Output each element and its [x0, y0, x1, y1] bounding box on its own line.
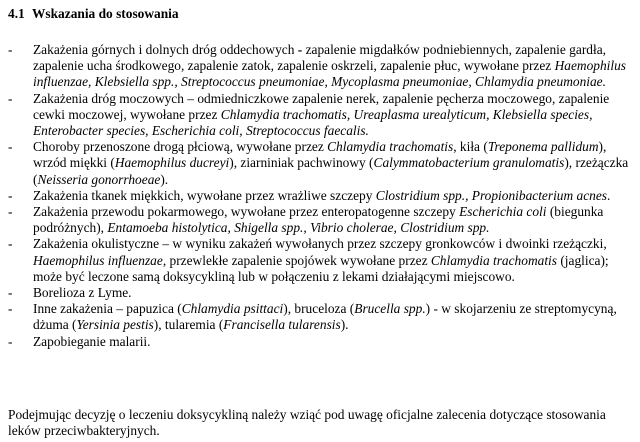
- organism-name: Calymmatobacterium granulomatis: [373, 155, 565, 171]
- text-run: .: [607, 187, 611, 203]
- text-run: ).: [160, 171, 169, 187]
- indication-item: [8, 188, 634, 204]
- indication-item: [8, 301, 634, 333]
- text-run: ), rzeżączka (: [33, 155, 629, 187]
- text-run: (biegunka podróżnych),: [33, 204, 604, 236]
- text-run: Borelioza z Lyme.: [33, 285, 132, 301]
- indication-text: [33, 285, 634, 301]
- organism-name: Yersinia pestis: [76, 317, 154, 333]
- organism-name: Haemophilus influenzae: [33, 252, 163, 268]
- text-run: ), tularemia (: [153, 317, 224, 333]
- indication-item: [8, 42, 634, 91]
- organism-name: Entamoeba histolytica, Shigella spp., Vibrio cholerae, Clostridium spp.: [107, 220, 490, 236]
- text-run: ), ziarniniak pachwinowy (: [229, 155, 374, 171]
- section-title: Wskazania do stosowania: [32, 6, 179, 21]
- indication-item: [8, 334, 634, 350]
- organism-name: Escherichia coli: [459, 204, 547, 220]
- organism-name: Chlamydia psittaci: [181, 301, 284, 317]
- list-dash: -: [8, 42, 13, 57]
- list-dash: -: [8, 90, 13, 106]
- indication-text: [33, 236, 634, 285]
- list-dash: -: [8, 285, 13, 301]
- list-dash: -: [8, 236, 13, 252]
- text-run: ).: [340, 317, 349, 333]
- section-heading: [8, 6, 179, 22]
- organism-name: Neisseria gonorrhoeae: [37, 171, 161, 187]
- indication-text: [33, 188, 634, 204]
- text-run: -: [297, 42, 303, 57]
- organism-name: Francisella tularensis: [223, 317, 341, 333]
- text-run: ) - w skojarzeniu ze streptomycyną, dżuma (: [33, 301, 617, 333]
- indication-text: [33, 334, 634, 350]
- section-number: 4.1: [8, 6, 25, 21]
- text-run: , kiła (: [453, 139, 488, 155]
- organism-name: Chlamydia trachomatis: [327, 139, 454, 155]
- text-run: Choroby przenoszone drogą płciową, wywołane przez: [33, 139, 328, 155]
- organism-name: Clostridium spp., Propionibacterium acnes: [375, 187, 608, 203]
- text-run: Zakażenia przewodu pokarmowego, wywołane przez enteropatogenne szczepy: [33, 204, 460, 220]
- indication-text: [33, 139, 634, 188]
- list-dash: -: [8, 333, 13, 349]
- text-run: ), bruceloza (: [283, 301, 355, 317]
- indication-item: [8, 236, 634, 285]
- list-dash: -: [8, 301, 13, 317]
- text-run: Inne zakażenia – papuzica (: [33, 301, 182, 317]
- list-dash: -: [8, 204, 13, 220]
- text-run: Zakażenia tkanek miękkich, wywołane przez wrażliwe szczepy: [33, 187, 376, 203]
- indication-text: [33, 91, 634, 140]
- closing-paragraph: Podejmując decyzję o leczeniu doksycykliną należy wziąć pod uwagę oficjalne zalecenia dotyczące stosowania leków przeciwbakteryjnych.: [8, 407, 606, 439]
- indication-item: [8, 285, 634, 301]
- indications-list: [8, 42, 634, 350]
- text-run: Zakażenia górnych i dolnych dróg oddechowych: [33, 42, 298, 57]
- organism-name: Treponema pallidum: [487, 139, 599, 155]
- organism-name: Haemophilus influenzae, Klebsiella spp., Streptococcus pneumoniae, Mycoplasma pneumoniae, Chlamydia pneumoniae.: [33, 58, 627, 90]
- indication-text: [33, 301, 634, 333]
- indication-item: [8, 91, 634, 140]
- text-run: , przewlekłe zapalenie spojówek wywołane przez: [162, 252, 431, 268]
- list-dash: -: [8, 139, 13, 155]
- indication-text: [33, 204, 634, 236]
- organism-name: Chlamydia trachomatis: [430, 252, 557, 268]
- text-run: (jaglica); może być leczone samą doksycykliną lub w połączeniu z lekami działającymi miejscowo.: [33, 252, 609, 284]
- text-run: Zakażenia okulistyczne – w wyniku zakażeń wywołanych przez szczepy gronkowców i dwoinki rzeżączki,: [33, 236, 607, 252]
- organism-name: Chlamydia trachomatis, Ureaplasma urealyticum, Klebsiella species, Enterobacter species, Escherichia coli, Streptococcus faecalis.: [33, 106, 593, 139]
- organism-name: Haemophilus ducreyi: [114, 155, 230, 171]
- indication-item: [8, 204, 634, 236]
- text-run: Zapobieganie malarii.: [33, 333, 151, 349]
- text-run: ), wrzód miękki (: [33, 139, 607, 171]
- text-run: Zakażenia dróg moczowych – odmiedniczkowe zapalenie nerek, zapalenie pęcherza moczowego, zapalenie cewki moczowej, wywołane przez: [33, 90, 610, 122]
- list-dash: -: [8, 187, 13, 203]
- indication-text: [33, 42, 634, 91]
- indication-item: [8, 139, 634, 188]
- text-run: zapalenie migdałków podniebiennych, zapalenie gardła, zapalenie ucha środkowego, zapalenie zatok, zapalenie oskrzeli, zapalenie płuc, wywołane przez: [33, 42, 606, 74]
- organism-name: Brucella spp.: [354, 301, 426, 317]
